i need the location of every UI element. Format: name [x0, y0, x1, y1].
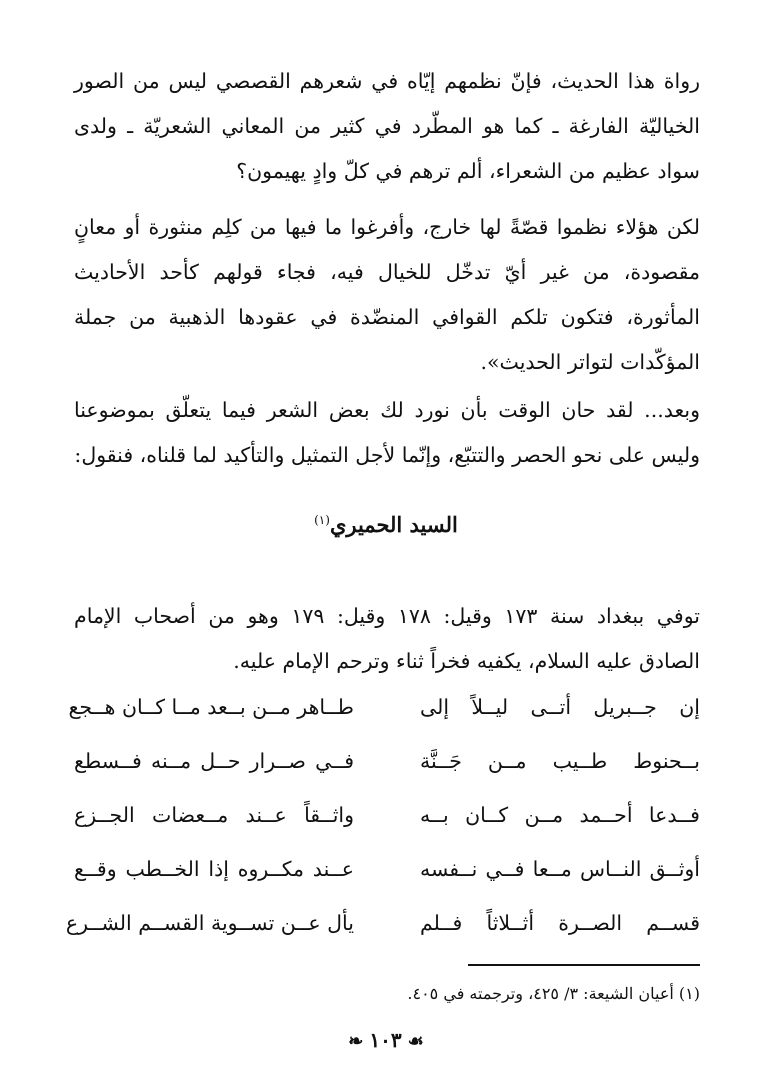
biography-paragraph: توفي ببغداد سنة ١٧٣ وقيل: ١٧٨ وقيل: ١٧٩ وهو من أصحاب الإمام الصادق عليه السلام، يكفيه فخراً ثناء وترحم الإمام عليه.: [74, 603, 700, 673]
verse-second-hemistich: فــي صــرار حــل مــنه فــسطع: [74, 749, 354, 773]
fleuron-right-icon: ☙: [407, 1031, 424, 1052]
paragraph-2: لكن هؤلاء نظموا قصّةً لها خارج، وأفرغوا ما فيها من كلِم منثورة أو معانٍ مقصودة، من غير أيّ تدخّل للخيال فيه، فجاء قولهم كأحد الأحاديث المأثورة، فتكون تلكم القوافي المنضّدة في عقودها الذهبية من جملة المؤكّدات لتواتر الحديث».: [74, 214, 700, 374]
footnote: (١) أعيان الشيعة: ٣/ ٤٢٥، وترجمته في ٤٠٥.: [407, 984, 700, 1003]
poem: [65, 685, 700, 955]
verse-first-hemistich: بــحنوط طــيب مــن جَــنَّة: [420, 749, 700, 773]
verse-second-hemistich: واثــقاً عــند مــعضات الجــزع: [74, 803, 354, 827]
footnote-divider: [468, 964, 700, 966]
paragraph-3: وبعد... لقد حان الوقت بأن نورد لك بعض الشعر فيما يتعلّق بموضوعنا وليس على نحو الحصر والتتبّع، وإنّما لأجل التمثيل والتأكيد لما قلناه، فنقول:: [74, 397, 700, 467]
section-title-text: السيد الحميري: [329, 512, 458, 537]
fleuron-left-icon: ❧: [348, 1031, 364, 1052]
section-heading: [0, 512, 772, 537]
poem-verse: [74, 793, 700, 847]
poem-verse: [74, 847, 700, 901]
page-number: ١٠٣: [369, 1028, 402, 1052]
poem-verse: [68, 685, 700, 739]
verse-first-hemistich: أوثــق النــاس مــعا فــي نــفسه: [420, 857, 700, 881]
page-number-block: [0, 1028, 772, 1052]
verse-second-hemistich: يأل عــن تســوية القســم الشــرع: [65, 911, 354, 935]
verse-second-hemistich: طــاهر مــن بــعد مــا كــان هــجع: [68, 695, 354, 719]
footnote-marker: (١): [314, 513, 330, 527]
verse-first-hemistich: فــدعا أحــمد مــن كــان بــه: [420, 803, 700, 827]
verse-second-hemistich: عــند مكــروه إذا الخــطب وقــع: [74, 857, 354, 881]
poem-verse: [65, 901, 700, 955]
poem-verse: [74, 739, 700, 793]
verse-first-hemistich: إن جــبريل أتــى ليــلاً إلى: [420, 695, 700, 719]
paragraph-1: رواة هذا الحديث، فإنّ نظمهم إيّاه في شعرهم القصصي ليس من الصور الخياليّة الفارغة ـ كما هو المطّرد في كثير من المعاني الشعريّة ـ ولدى سواد عظيم من الشعراء، ألم ترهم في كلّ وادٍ يهيمون؟: [74, 68, 700, 183]
verse-first-hemistich: قســم الصــرة أثــلاثاً فــلم: [420, 911, 700, 935]
